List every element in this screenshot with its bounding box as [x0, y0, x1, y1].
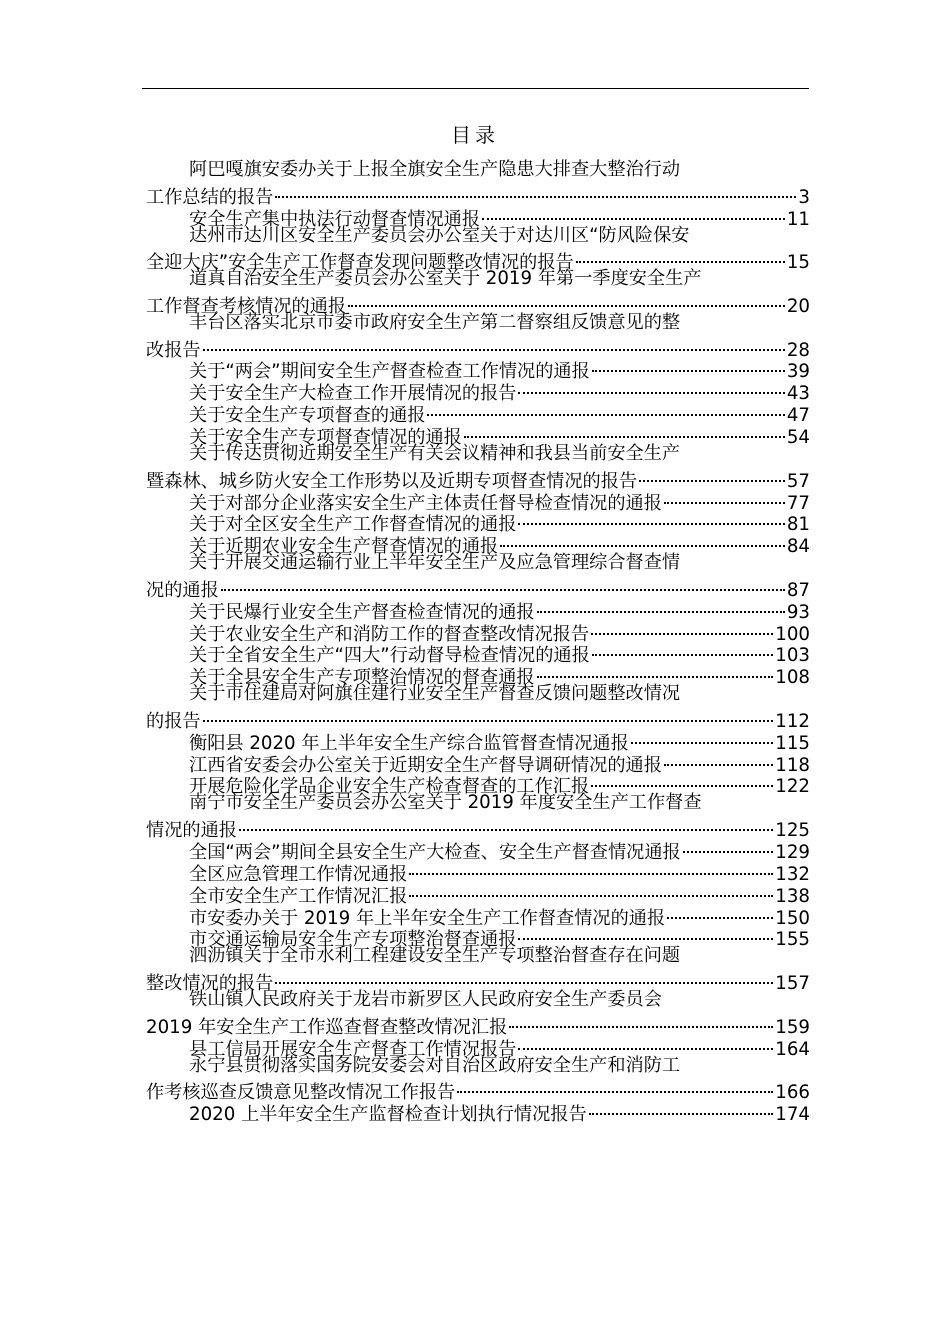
dot-leader [409, 880, 773, 902]
toc-page-number: 103 [775, 645, 810, 667]
toc-page-number: 77 [786, 492, 810, 514]
toc-page-number: 132 [775, 863, 810, 885]
dot-leader [518, 509, 784, 531]
toc-page-number: 108 [775, 667, 810, 689]
toc-page-number: 125 [775, 820, 810, 842]
toc-entry[interactable] [146, 771, 810, 798]
toc-entry[interactable] [146, 1098, 810, 1126]
dot-leader [592, 356, 785, 378]
dot-leader [576, 246, 785, 268]
toc-page-number: 138 [775, 885, 810, 907]
dot-leader [409, 858, 773, 880]
dot-leader [591, 618, 773, 640]
toc-entry-text: 丰台区落实北京市委市政府安全生产第二督察组反馈意见的整 [189, 311, 681, 333]
toc-entry-text: 关于对部分企业落实安全生产主体责任督导检查情况的通报 [189, 492, 662, 514]
toc-entry-text: 工作总结的报告 [146, 186, 274, 208]
toc-entry-text: 关于对全区安全生产工作督查情况的通报 [189, 514, 517, 536]
toc-entry-text: 南宁市安全生产委员会办公室关于 2019 年度安全生产工作督查 [189, 792, 702, 814]
toc-entry-text: 关于“两会”期间安全生产督查检查工作情况的通报 [189, 361, 590, 383]
dot-leader [631, 727, 773, 749]
toc-entry[interactable] [146, 945, 810, 995]
toc-page-number: 118 [775, 754, 810, 776]
toc-entry[interactable] [146, 749, 810, 776]
toc-entry-text: 衡阳县 2020 年上半年安全生产综合监管督查情况通报 [189, 732, 629, 754]
toc-entry[interactable] [146, 530, 810, 558]
toc-page-number: 11 [786, 208, 810, 230]
toc-page-number: 155 [775, 929, 810, 951]
toc-page-number: 157 [775, 973, 810, 995]
toc-page-number: 57 [786, 470, 810, 492]
toc-entry[interactable] [146, 268, 810, 317]
dot-leader [589, 1098, 774, 1120]
toc-entry-text: 关于安全生产大检查工作开展情况的报告 [189, 383, 517, 405]
toc-entry-text: 关于市住建局对阿旗住建行业安全生产督查反馈问题整改情况 [189, 683, 681, 705]
toc-page-number: 122 [775, 776, 810, 798]
toc-entry[interactable] [146, 311, 810, 361]
toc-page-number: 115 [775, 732, 810, 754]
toc-page-number: 81 [786, 514, 810, 536]
toc-page-number: 164 [775, 1038, 810, 1060]
toc-page-number: 87 [786, 579, 810, 601]
toc-entry-text: 关于民爆行业安全生产督查检查情况的通报 [189, 601, 535, 623]
dot-leader [591, 771, 773, 793]
dot-leader [518, 377, 784, 399]
dot-leader [239, 814, 773, 836]
dot-leader [667, 902, 773, 924]
toc-entry[interactable] [146, 596, 810, 623]
header-rule [142, 88, 809, 89]
toc-entry[interactable] [146, 727, 810, 754]
toc-entry-text: 江西省安委会办公室关于近期安全生产督导调研情况的通报 [189, 754, 662, 776]
dot-leader [664, 749, 773, 771]
toc-title: 目录 [451, 123, 499, 147]
toc-entry[interactable] [146, 989, 810, 1038]
toc-entry[interactable] [146, 159, 810, 208]
dot-leader [537, 596, 785, 618]
toc-entry[interactable] [146, 224, 810, 274]
dot-leader [275, 181, 796, 203]
toc-entry-text: 关于传达贯彻近期安全生产有关会议精神和我县当前安全生产 [189, 442, 681, 464]
dot-leader [221, 574, 785, 596]
toc-page-number: 28 [786, 339, 810, 361]
dot-leader [203, 705, 774, 727]
toc-entry-text: 市安委办关于 2019 年上半年安全生产工作督查情况的通报 [189, 907, 666, 929]
toc-entry-text: 全国“两会”期间全县安全生产大检查、安全生产督查情况通报 [189, 842, 681, 863]
toc-entry[interactable] [146, 1033, 810, 1060]
toc-entry-text: 整改情况的报告 [146, 973, 274, 995]
dot-leader [348, 290, 785, 312]
toc-page-number: 174 [775, 1104, 810, 1126]
toc-entry[interactable] [146, 661, 810, 689]
toc-page-number: 3 [798, 186, 810, 208]
toc-entry[interactable] [146, 509, 810, 536]
toc-page-number: 159 [775, 1016, 810, 1038]
toc-entry-text: 2020 上半年安全生产监督检查计划执行情况报告 [189, 1104, 587, 1126]
dot-leader [457, 1076, 773, 1098]
toc-entry-text: 永宁县贯彻落实国务院安委会对自治区政府安全生产和消防工 [189, 1054, 681, 1076]
dot-leader [482, 203, 785, 225]
toc-entry-text: 全市安全生产工作情况汇报 [189, 885, 408, 907]
toc-entry-text: 况的通报 [146, 579, 219, 601]
toc-entry-text: 关于近期农业安全生产督查情况的通报 [189, 536, 499, 558]
dot-leader [592, 640, 773, 662]
toc-entry[interactable] [146, 552, 810, 601]
dot-leader [518, 924, 773, 946]
toc-entry[interactable] [146, 487, 810, 514]
toc-page-number: 166 [775, 1082, 810, 1104]
toc-entry-text: 关于全省安全生产“四大”行动督导检查情况的通报 [189, 645, 590, 667]
dot-leader [518, 1033, 773, 1055]
toc-entry[interactable] [146, 880, 810, 907]
toc-entry[interactable] [146, 640, 810, 667]
dot-leader [664, 487, 785, 509]
toc-entry-text: 市交通运输局安全生产专项整治督查通报 [189, 929, 517, 951]
toc-entry[interactable] [146, 356, 810, 383]
toc-entry-text: 暨森林、城乡防火安全工作形势以及近期专项督查情况的报告 [146, 470, 638, 492]
toc-entry[interactable] [146, 902, 810, 929]
toc-page-number: 54 [786, 426, 810, 448]
toc-entry-text: 改报告 [146, 339, 201, 361]
toc-entry[interactable] [146, 683, 810, 732]
dot-leader [639, 465, 785, 487]
toc-page-number: 112 [775, 710, 810, 732]
toc-entry-text: 作考核巡查反馈意见整改情况工作报告 [146, 1082, 456, 1104]
toc-page-number: 20 [786, 295, 810, 317]
toc-entry[interactable] [146, 377, 810, 405]
toc-entry-text: 情况的通报 [146, 820, 237, 842]
toc-entry-text: 全迎大庆”安全生产工作督查发现问题整改情况的报告 [146, 252, 574, 274]
dot-leader [500, 530, 785, 552]
toc-entry-text: 的报告 [146, 710, 201, 732]
dot-leader [427, 399, 784, 421]
toc-entry-text: 关于农业安全生产和消防工作的督查整改情况报告 [189, 623, 590, 645]
toc-page-number: 129 [775, 842, 810, 863]
dot-leader [537, 661, 774, 683]
toc-entry[interactable] [146, 792, 810, 842]
toc-entry-text: 关于全县安全生产专项整治情况的督查通报 [189, 667, 535, 689]
toc-entry-text: 达州市达川区安全生产委员会办公室关于对达川区“防风险保安 [189, 224, 690, 246]
toc-page-number: 100 [775, 623, 810, 645]
toc-entry-text: 铁山镇人民政府关于龙岩市新罗区人民政府安全生产委员会 [189, 989, 662, 1011]
toc-page-number: 43 [786, 383, 810, 405]
toc-entry-text: 阿巴嘎旗安委办关于上报全旗安全生产隐患大排查大整治行动 [189, 159, 681, 180]
toc-entry-text: 道真自治安全生产委员会办公室关于 2019 年第一季度安全生产 [189, 268, 702, 290]
toc-entry-text: 县工信局开展安全生产督查工作情况报告 [189, 1038, 517, 1060]
toc-entry[interactable] [146, 858, 810, 885]
dot-leader [275, 967, 773, 989]
toc-entry-text: 2019 年安全生产工作巡查督查整改情况汇报 [146, 1016, 508, 1038]
toc-entry-text: 工作督查考核情况的通报 [146, 295, 347, 317]
dot-leader [464, 421, 785, 443]
toc-page-number: 84 [786, 536, 810, 558]
toc-entry[interactable] [146, 421, 810, 448]
toc-entry[interactable] [146, 442, 810, 492]
table-of-contents [146, 159, 810, 1126]
toc-entry[interactable] [146, 399, 810, 427]
toc-entry-text: 开展危险化学品企业安全生产检查督查的工作汇报 [189, 776, 590, 798]
toc-entry[interactable] [146, 1054, 810, 1104]
toc-entry[interactable] [146, 203, 810, 230]
toc-entry-text: 安全生产集中执法行动督查情况通报 [189, 208, 481, 230]
dot-leader [509, 1011, 773, 1033]
toc-entry-text: 泗沥镇关于全市水利工程建设安全生产专项整治督查存在问题 [189, 945, 681, 967]
toc-entry[interactable] [146, 924, 810, 951]
toc-page-number: 150 [775, 907, 810, 929]
toc-entry-text: 关于开展交通运输行业上半年安全生产及应急管理综合督查情 [189, 552, 681, 574]
toc-page-number: 15 [786, 252, 810, 274]
toc-page-number: 39 [786, 361, 810, 383]
toc-entry[interactable] [146, 618, 810, 645]
dot-leader [203, 334, 785, 356]
toc-entry-text: 关于安全生产专项督查的通报 [189, 405, 426, 427]
toc-entry[interactable] [146, 836, 810, 863]
toc-entry-text: 全区应急管理工作情况通报 [189, 863, 408, 885]
dot-leader [683, 836, 774, 858]
toc-entry-text: 关于安全生产专项督查情况的通报 [189, 426, 462, 448]
toc-page-number: 47 [786, 405, 810, 427]
toc-page-number: 93 [786, 601, 810, 623]
